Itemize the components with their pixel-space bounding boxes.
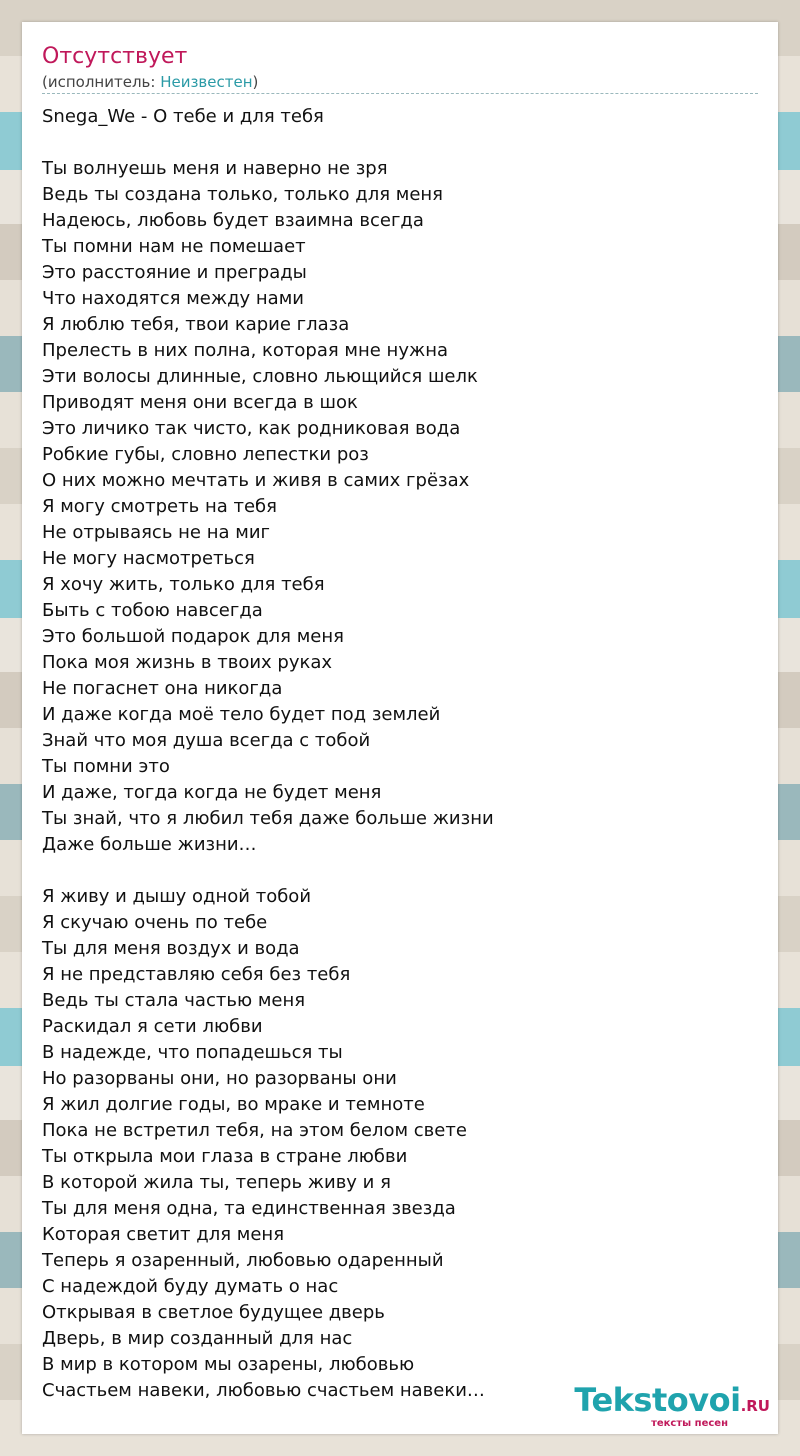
- lyrics-line: Это большой подарок для меня: [42, 626, 344, 647]
- lyrics-line: О них можно мечтать и живя в самих грёзах: [42, 470, 470, 491]
- lyrics-line: И даже, тогда когда не будет меня: [42, 782, 382, 803]
- lyrics-line: Знай что моя душа всегда с тобой: [42, 730, 371, 751]
- lyrics-line: Я скучаю очень по тебе: [42, 912, 268, 933]
- lyrics-card: [22, 22, 778, 1434]
- artist-line: [42, 72, 258, 92]
- artist-suffix: ): [252, 73, 259, 91]
- lyrics-line: Приводят меня они всегда в шок: [42, 392, 358, 413]
- artist-prefix: (исполнитель:: [42, 73, 161, 91]
- lyrics-line: Это личико так чисто, как родниковая вода: [42, 418, 461, 439]
- lyrics-line: Эти волосы длинные, словно льющийся шелк: [42, 366, 478, 387]
- lyrics-line: Теперь я озаренный, любовью одаренный: [42, 1250, 444, 1271]
- lyrics-line: Которая светит для меня: [42, 1224, 285, 1245]
- lyrics-line: Я не представляю себя без тебя: [42, 964, 351, 985]
- lyrics-line: Пока не встретил тебя, на этом белом свете: [42, 1120, 467, 1141]
- lyrics-line: В которой жила ты, теперь живу и я: [42, 1172, 391, 1193]
- lyrics-line: Ты волнуешь меня и наверно не зря: [42, 158, 388, 179]
- lyrics-line: Робкие губы, словно лепестки роз: [42, 444, 369, 465]
- lyrics-line: Ведь ты создана только, только для меня: [42, 184, 444, 205]
- lyrics-line: Не могу насмотреться: [42, 548, 255, 569]
- lyrics-line: Что находятся между нами: [42, 288, 304, 309]
- lyrics-line: В надежде, что попадешься ты: [42, 1042, 343, 1063]
- lyrics-line: Даже больше жизни…: [42, 834, 257, 855]
- lyrics-blank-line: [42, 858, 758, 884]
- lyrics-line: Я живу и дышу одной тобой: [42, 886, 312, 907]
- lyrics-line: Дверь, в мир созданный для нас: [42, 1328, 353, 1349]
- lyrics-line: Я могу смотреть на тебя: [42, 496, 277, 517]
- lyrics-line: Ведь ты стала частью меня: [42, 990, 306, 1011]
- lyrics-lines: [42, 130, 758, 1404]
- lyrics-line: Я жил долгие годы, во мраке и темноте: [42, 1094, 425, 1115]
- lyrics-line: Открывая в светлое будущее дверь: [42, 1302, 385, 1323]
- lyrics-line: Прелесть в них полна, которая мне нужна: [42, 340, 448, 361]
- lyrics-line: Я люблю тебя, твои карие глаза: [42, 314, 350, 335]
- lyrics-line: Не отрываясь не на миг: [42, 522, 270, 543]
- site-logo[interactable]: [560, 1380, 770, 1432]
- lyrics-line: Ты для меня воздух и вода: [42, 938, 300, 959]
- lyrics-line: Но разорваны они, но разорваны они: [42, 1068, 397, 1089]
- lyrics-heading: Snega_We - О тебе и для тебя: [42, 106, 324, 127]
- lyrics-blank-line: [42, 130, 758, 156]
- logo-tagline: тексты песен: [651, 1418, 728, 1429]
- lyrics-line: Надеюсь, любовь будет взаимна всегда: [42, 210, 424, 231]
- lyrics-line: И даже когда моё тело будет под землей: [42, 704, 441, 725]
- lyrics-text: [42, 104, 758, 1404]
- lyrics-line: Ты для меня одна, та единственная звезда: [42, 1198, 456, 1219]
- artist-link[interactable]: Неизвестен: [160, 73, 253, 91]
- lyrics-line: Я хочу жить, только для тебя: [42, 574, 325, 595]
- lyrics-line: Ты знай, что я любил тебя даже больше жизни: [42, 808, 494, 829]
- lyrics-line: Быть с тобою навсегда: [42, 600, 263, 621]
- lyrics-line: Это расстояние и преграды: [42, 262, 307, 283]
- lyrics-line: Ты помни это: [42, 756, 170, 777]
- logo-tld: .RU: [740, 1397, 770, 1415]
- song-title: Отсутствует: [42, 44, 188, 69]
- dashed-divider: [42, 93, 758, 94]
- lyrics-line: Ты помни нам не помешает: [42, 236, 306, 257]
- lyrics-line: Счастьем навеки, любовью счастьем навеки…: [42, 1380, 485, 1401]
- logo-word: Tekstovoi: [574, 1381, 741, 1419]
- lyrics-line: Не погаснет она никогда: [42, 678, 283, 699]
- lyrics-line: Пока моя жизнь в твоих руках: [42, 652, 333, 673]
- lyrics-line: Ты открыла мои глаза в стране любви: [42, 1146, 408, 1167]
- lyrics-line: В мир в котором мы озарены, любовью: [42, 1354, 415, 1375]
- lyrics-line: Раскидал я сети любви: [42, 1016, 263, 1037]
- lyrics-line: С надеждой буду думать о нас: [42, 1276, 339, 1297]
